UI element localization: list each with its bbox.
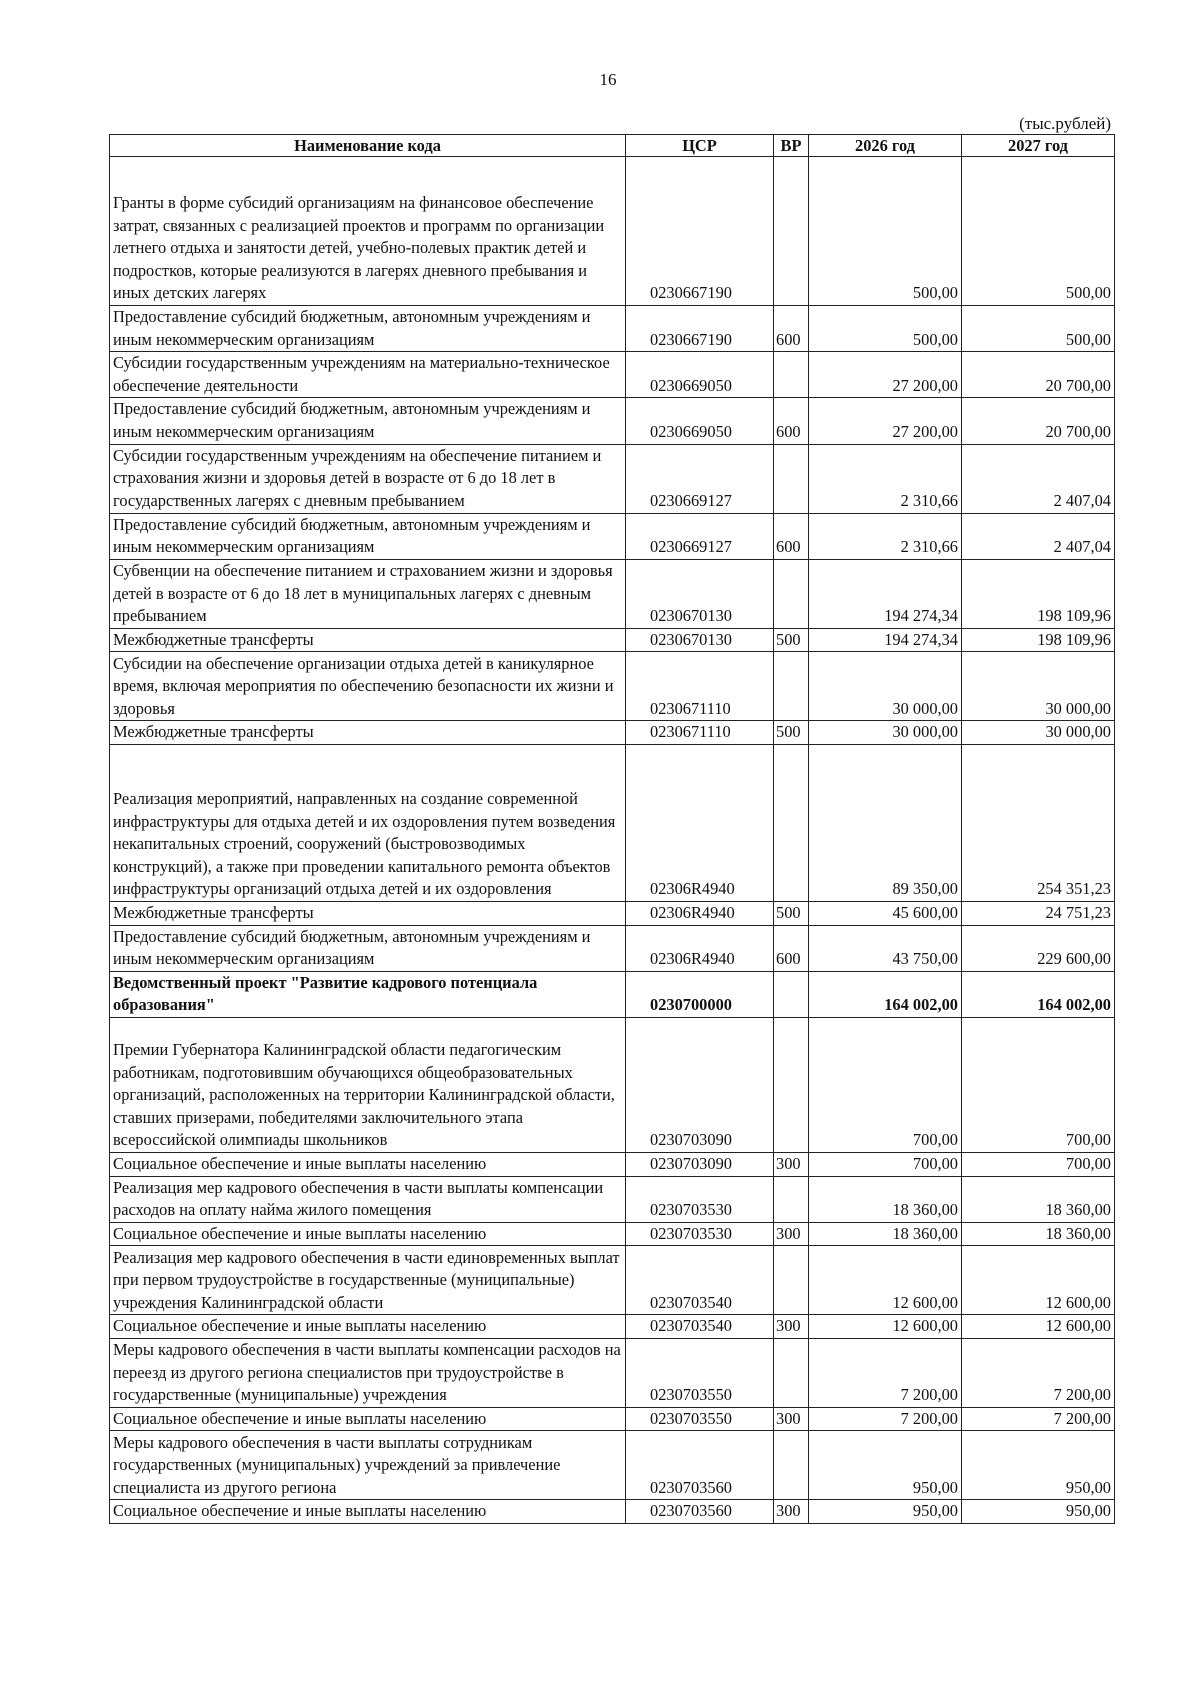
cell-y2027: 254 351,23	[962, 744, 1115, 901]
cell-vr	[774, 744, 809, 901]
cell-y2026: 43 750,00	[809, 925, 962, 971]
cell-y2026: 30 000,00	[809, 652, 962, 721]
table-row	[110, 925, 1115, 971]
table-row	[110, 157, 1115, 306]
cell-y2027: 20 700,00	[962, 398, 1115, 444]
cell-y2026: 27 200,00	[809, 352, 962, 398]
cell-csr: 0230703530	[626, 1222, 774, 1246]
cell-csr: 0230667190	[626, 306, 774, 352]
cell-y2026: 164 002,00	[809, 971, 962, 1017]
cell-y2027: 950,00	[962, 1431, 1115, 1500]
table-row	[110, 1152, 1115, 1176]
cell-y2027: 700,00	[962, 1152, 1115, 1176]
cell-y2026: 45 600,00	[809, 901, 962, 925]
cell-y2027: 20 700,00	[962, 352, 1115, 398]
cell-y2027: 164 002,00	[962, 971, 1115, 1017]
cell-name: Социальное обеспечение и иные выплаты населению	[110, 1152, 626, 1176]
cell-name: Предоставление субсидий бюджетным, автономным учреждениям и иным некоммерческим организациям	[110, 306, 626, 352]
cell-csr: 0230670130	[626, 628, 774, 652]
cell-vr: 300	[774, 1222, 809, 1246]
cell-name: Субсидии на обеспечение организации отдыха детей в каникулярное время, включая мероприятия по обеспечению безопасности их жизни и здоровья	[110, 652, 626, 721]
cell-name: Премии Губернатора Калининградской области педагогическим работникам, подготовившим обучающихся общеобразовательных организаций, расположенных на территории Калининградской области, ставших призерами, победителями заключительного этапа всероссийской олимпиады школьников	[110, 1017, 626, 1152]
table-row	[110, 721, 1115, 745]
cell-name: Межбюджетные трансферты	[110, 901, 626, 925]
cell-y2026: 700,00	[809, 1017, 962, 1152]
unit-label: (тыс.рублей)	[1019, 114, 1111, 133]
cell-vr	[774, 157, 809, 306]
cell-y2027: 198 109,96	[962, 628, 1115, 652]
cell-name: Реализация мероприятий, направленных на создание современной инфраструктуры для отдыха детей и их оздоровления путем возведения некапитальных строений, сооружений (быстровозводимых конструкций), а также при проведении капитального ремонта объектов инфраструктуры организаций отдыха детей и их оздоровления	[110, 744, 626, 901]
cell-y2027: 500,00	[962, 306, 1115, 352]
cell-y2026: 950,00	[809, 1500, 962, 1524]
cell-csr: 0230669127	[626, 444, 774, 513]
cell-csr: 0230703550	[626, 1407, 774, 1431]
cell-csr: 0230703540	[626, 1315, 774, 1339]
cell-name: Реализация мер кадрового обеспечения в части единовременных выплат при первом трудоустройстве в государственные (муниципальные) учреждения Калининградской области	[110, 1246, 626, 1315]
cell-name: Межбюджетные трансферты	[110, 721, 626, 745]
cell-y2027: 7 200,00	[962, 1338, 1115, 1407]
cell-vr	[774, 559, 809, 628]
cell-y2026: 7 200,00	[809, 1407, 962, 1431]
cell-y2026: 18 360,00	[809, 1176, 962, 1222]
cell-y2026: 18 360,00	[809, 1222, 962, 1246]
cell-csr: 0230669127	[626, 513, 774, 559]
cell-name: Субвенции на обеспечение питанием и страхованием жизни и здоровья детей в возрасте от 6 до 18 лет в муниципальных лагерях с дневным пребыванием	[110, 559, 626, 628]
table-row	[110, 1431, 1115, 1500]
cell-y2026: 27 200,00	[809, 398, 962, 444]
header-vr: ВР	[774, 135, 809, 157]
cell-name: Меры кадрового обеспечения в части выплаты компенсации расходов на переезд из другого региона специалистов при трудоустройстве в государственные (муниципальные) учреждения	[110, 1338, 626, 1407]
header-name: Наименование кода	[110, 135, 626, 157]
cell-y2027: 12 600,00	[962, 1315, 1115, 1339]
cell-vr	[774, 1176, 809, 1222]
cell-name: Субсидии государственным учреждениям на материально-техническое обеспечение деятельности	[110, 352, 626, 398]
cell-vr: 300	[774, 1152, 809, 1176]
table-row	[110, 1407, 1115, 1431]
cell-y2027: 30 000,00	[962, 721, 1115, 745]
cell-vr	[774, 971, 809, 1017]
cell-vr: 500	[774, 628, 809, 652]
header-2027: 2027 год	[962, 135, 1115, 157]
cell-y2027: 198 109,96	[962, 559, 1115, 628]
table-row	[110, 1222, 1115, 1246]
table-row	[110, 352, 1115, 398]
table-row	[110, 1017, 1115, 1152]
table-header-row	[110, 135, 1115, 157]
cell-csr: 0230703090	[626, 1017, 774, 1152]
cell-y2027: 18 360,00	[962, 1176, 1115, 1222]
table-row	[110, 513, 1115, 559]
cell-y2027: 700,00	[962, 1017, 1115, 1152]
cell-y2027: 30 000,00	[962, 652, 1115, 721]
cell-vr: 600	[774, 925, 809, 971]
cell-y2027: 500,00	[962, 157, 1115, 306]
cell-name: Социальное обеспечение и иные выплаты населению	[110, 1500, 626, 1524]
cell-csr: 0230703560	[626, 1431, 774, 1500]
cell-vr: 500	[774, 901, 809, 925]
table-row	[110, 398, 1115, 444]
cell-csr: 0230703090	[626, 1152, 774, 1176]
table-row	[110, 559, 1115, 628]
table-row	[110, 306, 1115, 352]
table-row	[110, 652, 1115, 721]
cell-name: Меры кадрового обеспечения в части выплаты сотрудникам государственных (муниципальных) учреждений за привлечение специалиста из другого региона	[110, 1431, 626, 1500]
cell-csr: 0230703530	[626, 1176, 774, 1222]
cell-y2027: 229 600,00	[962, 925, 1115, 971]
table-row	[110, 744, 1115, 901]
header-csr: ЦСР	[626, 135, 774, 157]
cell-csr: 0230703540	[626, 1246, 774, 1315]
cell-y2026: 194 274,34	[809, 628, 962, 652]
cell-y2027: 24 751,23	[962, 901, 1115, 925]
cell-y2026: 12 600,00	[809, 1315, 962, 1339]
cell-y2027: 18 360,00	[962, 1222, 1115, 1246]
cell-csr: 0230670130	[626, 559, 774, 628]
cell-vr: 300	[774, 1315, 809, 1339]
cell-y2026: 2 310,66	[809, 444, 962, 513]
cell-y2027: 950,00	[962, 1500, 1115, 1524]
cell-y2026: 700,00	[809, 1152, 962, 1176]
cell-y2026: 2 310,66	[809, 513, 962, 559]
cell-y2026: 12 600,00	[809, 1246, 962, 1315]
cell-csr: 0230703560	[626, 1500, 774, 1524]
cell-y2027: 2 407,04	[962, 444, 1115, 513]
cell-y2026: 30 000,00	[809, 721, 962, 745]
table-row	[110, 1338, 1115, 1407]
cell-name: Гранты в форме субсидий организациям на финансовое обеспечение затрат, связанных с реализацией проектов и программ по организации летнего отдыха и занятости детей, учебно-полевых практик детей и подростков, которые реализуются в лагерях дневного пребывания и иных детских лагерях	[110, 157, 626, 306]
cell-vr	[774, 1338, 809, 1407]
cell-csr: 0230671110	[626, 652, 774, 721]
cell-csr: 02306R4940	[626, 744, 774, 901]
cell-vr: 500	[774, 721, 809, 745]
cell-vr	[774, 1246, 809, 1315]
cell-name: Межбюджетные трансферты	[110, 628, 626, 652]
table-row	[110, 444, 1115, 513]
cell-csr: 0230700000	[626, 971, 774, 1017]
cell-name: Предоставление субсидий бюджетным, автономным учреждениям и иным некоммерческим организациям	[110, 513, 626, 559]
cell-csr: 0230703550	[626, 1338, 774, 1407]
cell-vr	[774, 652, 809, 721]
cell-name: Реализация мер кадрового обеспечения в части выплаты компенсации расходов на оплату найма жилого помещения	[110, 1176, 626, 1222]
cell-y2027: 7 200,00	[962, 1407, 1115, 1431]
table-row	[110, 628, 1115, 652]
table-row	[110, 1500, 1115, 1524]
cell-name: Предоставление субсидий бюджетным, автономным учреждениям и иным некоммерческим организациям	[110, 398, 626, 444]
cell-y2027: 12 600,00	[962, 1246, 1115, 1315]
cell-y2027: 2 407,04	[962, 513, 1115, 559]
table-row	[110, 1315, 1115, 1339]
cell-vr	[774, 1431, 809, 1500]
cell-name: Предоставление субсидий бюджетным, автономным учреждениям и иным некоммерческим организациям	[110, 925, 626, 971]
cell-name: Ведомственный проект "Развитие кадрового потенциала образования"	[110, 971, 626, 1017]
budget-table	[109, 134, 1115, 1524]
table-row	[110, 1246, 1115, 1315]
page-number: 16	[599, 70, 617, 89]
cell-y2026: 7 200,00	[809, 1338, 962, 1407]
cell-name: Социальное обеспечение и иные выплаты населению	[110, 1222, 626, 1246]
cell-name: Субсидии государственным учреждениям на обеспечение питанием и страхования жизни и здоровья детей в возрасте от 6 до 18 лет в государственных лагерях с дневным пребыванием	[110, 444, 626, 513]
cell-vr	[774, 352, 809, 398]
cell-name: Социальное обеспечение и иные выплаты населению	[110, 1315, 626, 1339]
cell-vr: 300	[774, 1407, 809, 1431]
header-2026: 2026 год	[809, 135, 962, 157]
cell-y2026: 194 274,34	[809, 559, 962, 628]
table-row	[110, 1176, 1115, 1222]
table-row	[110, 901, 1115, 925]
table-row	[110, 971, 1115, 1017]
cell-vr: 600	[774, 306, 809, 352]
cell-y2026: 500,00	[809, 306, 962, 352]
cell-csr: 02306R4940	[626, 901, 774, 925]
cell-csr: 02306R4940	[626, 925, 774, 971]
cell-vr: 600	[774, 513, 809, 559]
cell-csr: 0230671110	[626, 721, 774, 745]
cell-y2026: 500,00	[809, 157, 962, 306]
cell-vr: 600	[774, 398, 809, 444]
cell-y2026: 950,00	[809, 1431, 962, 1500]
cell-csr: 0230669050	[626, 352, 774, 398]
cell-y2026: 89 350,00	[809, 744, 962, 901]
cell-vr	[774, 1017, 809, 1152]
cell-name: Социальное обеспечение и иные выплаты населению	[110, 1407, 626, 1431]
cell-vr: 300	[774, 1500, 809, 1524]
table-body	[110, 157, 1115, 1524]
cell-csr: 0230667190	[626, 157, 774, 306]
cell-csr: 0230669050	[626, 398, 774, 444]
cell-vr	[774, 444, 809, 513]
